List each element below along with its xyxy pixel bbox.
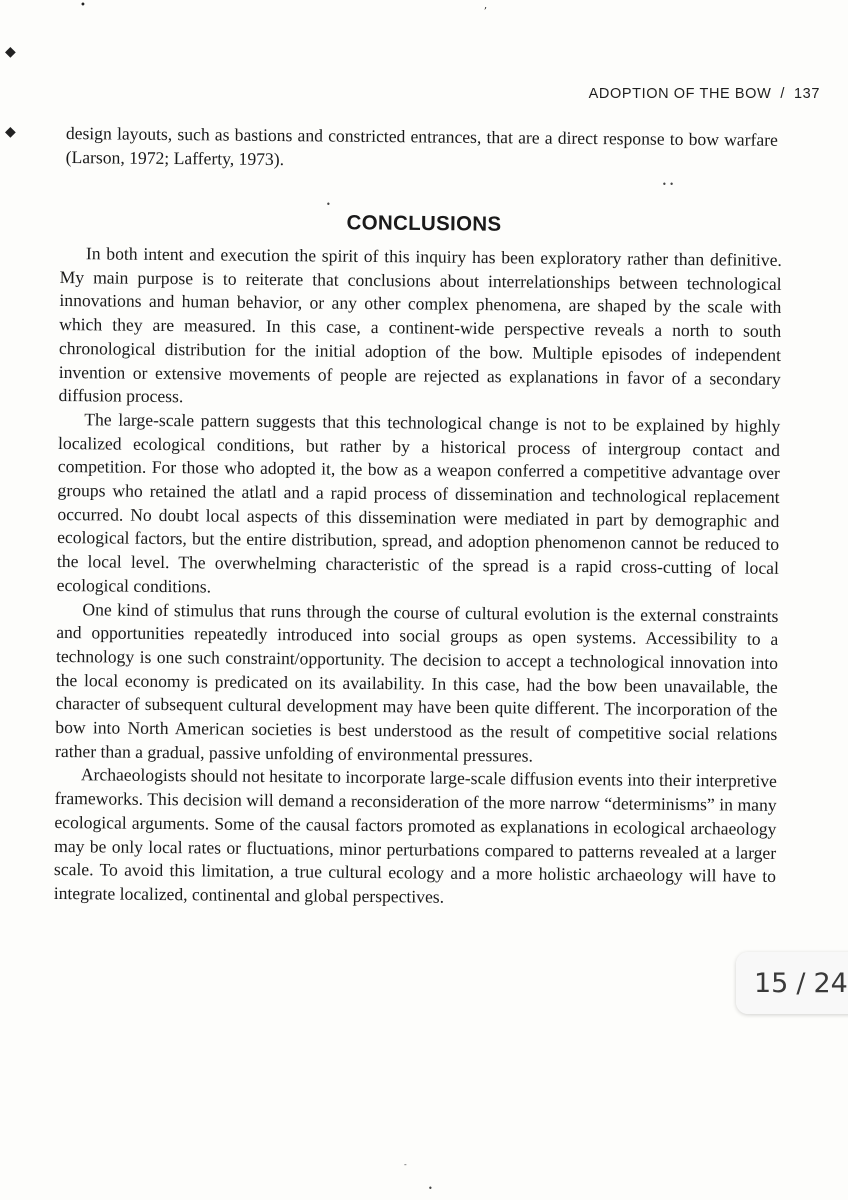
paragraph: Archaeologists should not hesitate to incorporate large-scale diffusion events into their interpretive frameworks. This decision will demand a reconsideration of the more narrow “determinisms” in many ecological arguments. Some of the causal factors promoted as explanations in ecological archaeology may be only local rates or fluctuations, minor perturbations compared to patterns revealed at a larger scale. To avoid this limitation, a true cultural ecology and a more holistic archaeology will have to integrate localized, continental and global perspectives. <box>53 764 777 907</box>
binding-hole-mark: ◆ <box>5 124 16 140</box>
scan-speck: - <box>404 1160 407 1169</box>
scan-speck: • <box>80 0 86 11</box>
binding-hole-mark: ◆ <box>5 44 16 60</box>
page-counter-total: 24 <box>813 967 848 999</box>
page-number: 137 <box>794 86 820 102</box>
page-counter-current: 15 <box>754 967 789 999</box>
running-head-separator: / <box>780 86 785 102</box>
paragraph: One kind of stimulus that runs through the course of cultural evolution is the external constraints and opportunities repeatedly introduced into social groups as open systems. Accessibility to a technology is one such constraint/opportunity. The decision to accept a technological innovation into the local economy is predicated on its availability. In this case, had the bow been unavailable, the character of subsequent cultural development may have been quite different. The incorporation of the bow into North American societies is best understood as the result of competitive social relations rather than a gradual, passive unfolding of environmental pressures. <box>55 598 779 766</box>
conclusions-body <box>54 242 782 913</box>
scan-speck: • <box>428 1184 433 1193</box>
running-head-title: ADOPTION OF THE BOW <box>588 86 772 102</box>
scan-speck: , <box>484 0 488 11</box>
scan-speck: • <box>326 200 331 209</box>
running-head <box>589 86 820 102</box>
page-counter-separator: / <box>796 967 806 999</box>
scan-speck: • • <box>662 180 674 189</box>
paragraph: In both intent and execution the spirit of this inquiry has been exploratory rather than definitive. My main purpose is to reiterate that conclusions about interrelationships between technological innovations and human behavior, or any other complex phenomena, are shaped by the scale with which they are measured. In this case, a continent-wide perspective reveals a north to south chronological distribution for the initial adoption of the bow. Multiple episodes of independent invention or extensive movements of people are rejected as explanations in favor of a secondary diffusion process. <box>58 243 782 407</box>
section-heading: CONCLUSIONS <box>346 211 502 236</box>
paragraph: The large-scale pattern suggests that this technological change is not to be explained by highly localized ecological conditions, but rather by a historical process of intergroup contact and competition. For those who adopted it, the bow as a weapon conferred a competitive advantage over groups who retained the atlatl and a rapid process of dissemination and technological replacement occurred. No doubt local aspects of this dissemination were mediated in part by demographic and ecological factors, but the entire distribution, spread, and adoption phenomenon cannot be reduced to the local level. The overwhelming characteristic of the spread is a rapid cross-cutting of local ecological conditions. <box>56 409 781 597</box>
page-counter-badge <box>736 952 848 1014</box>
intro-paragraph: design layouts, such as bastions and constricted entrances, that are a direct response to bow warfare (Larson, 1972; Lafferty, 1973). <box>65 122 778 169</box>
